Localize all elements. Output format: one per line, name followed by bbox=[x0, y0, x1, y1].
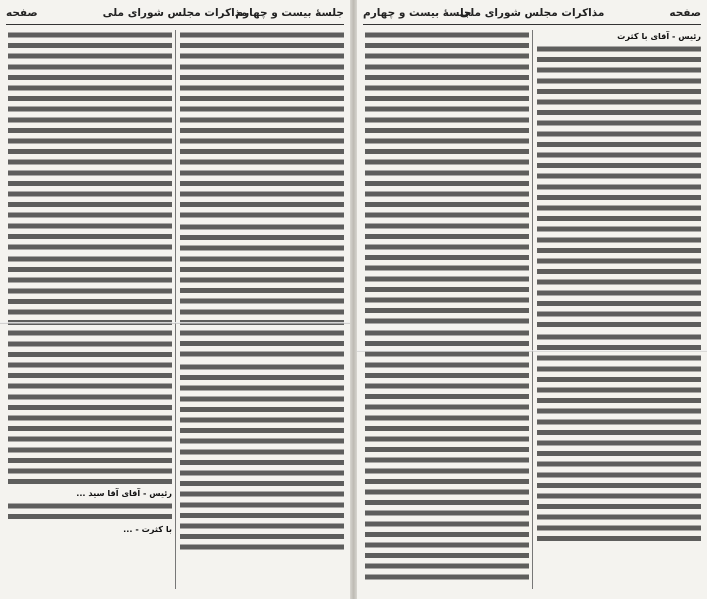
text-block bbox=[8, 30, 172, 252]
right-page-label: صفحه bbox=[669, 7, 701, 19]
text-block bbox=[180, 222, 344, 360]
text-block bbox=[537, 332, 701, 544]
left-page-header bbox=[6, 4, 344, 25]
text-block bbox=[8, 254, 172, 486]
column-divider bbox=[175, 30, 176, 589]
left-title-heading: مذاکرات مجلس شورای ملی bbox=[102, 7, 248, 19]
left-column-right bbox=[180, 30, 344, 591]
left-page bbox=[0, 0, 350, 599]
text-block bbox=[8, 501, 172, 522]
speaker-label: رئیس - آقای با کثرت bbox=[617, 31, 701, 41]
left-column-left bbox=[8, 30, 172, 591]
text-block bbox=[180, 30, 344, 220]
speaker-label: با کثرت - ... bbox=[123, 524, 172, 534]
column-divider bbox=[532, 30, 533, 589]
left-session-heading: جلسهٔ بیست و چهارم bbox=[235, 7, 344, 19]
speaker-label: رئیس - آقای آقا سید ... bbox=[76, 488, 172, 498]
right-column-left bbox=[365, 30, 529, 591]
text-block bbox=[537, 44, 701, 330]
paper-fold-line bbox=[0, 322, 350, 324]
right-column-right bbox=[537, 30, 701, 591]
right-session-heading: جلسهٔ بیست و چهارم bbox=[363, 7, 472, 19]
right-page-header bbox=[363, 4, 701, 25]
text-block bbox=[180, 362, 344, 552]
text-block bbox=[365, 328, 529, 582]
right-title-heading: مذاکرات مجلس شورای ملی bbox=[459, 7, 605, 19]
book-gutter bbox=[350, 0, 357, 599]
paper-fold-line bbox=[357, 350, 707, 352]
right-page bbox=[357, 0, 707, 599]
text-block bbox=[365, 30, 529, 326]
left-page-label: صفحه bbox=[6, 7, 38, 19]
